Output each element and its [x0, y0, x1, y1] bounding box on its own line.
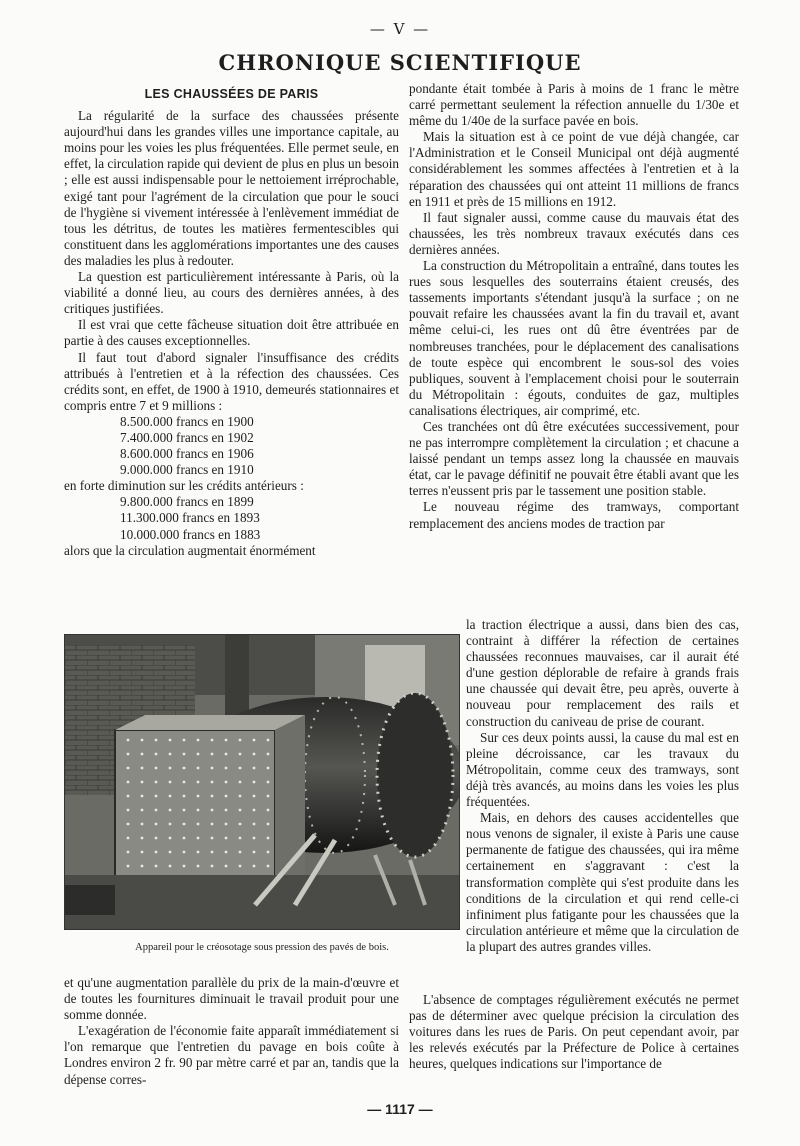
credit-list-earlier: [64, 494, 399, 542]
paragraph: Il faut tout d'abord signaler l'insuffisance des crédits attribués à l'entretien et à la réfection des chaussées. Ces crédits sont, en effet, de 1900 à 1910, demeurés stationnaires et compris entre 7 et 9 millions :: [64, 349, 399, 413]
paragraph: Mais, en dehors des causes accidentelles que nous venons de signaler, il existe à Paris une cause permanente de fatigue des chaussées, qui ira même certainement en s'aggravant : c'est la transformation complète qui s'est produite dans les conditions de la circulation et qui rend celle-ci infiniment plus fatigante pour les chaussées que la circulation antérieure et même que la circulation de la plupart des autres grandes villes.: [466, 810, 739, 954]
paragraph: La construction du Métropolitain a entraîné, dans toutes les rues sous lesquelles des souterrains étaient creusés, des tassements importants s'étendant jusqu'à la surface ; on ne pouvait refaire les chaussées avant la fin du travail et, avant même celui-ci, les rues ont dû être éventrées par de nombreuses tranchées, pour le déplacement des canalisations de toute espèce qui encombrent le sous-sol des voies publiques, souvent à l'emplacement choisi pour le souterrain du Métropolitain : égouts, conduites de gaz, multiples canalisations électriques, air comprimé, etc.: [409, 258, 739, 418]
paragraph: La question est particulièrement intéressante à Paris, où la viabilité a donné lieu, au cours des dernières années, à des critiques justifiées.: [64, 269, 399, 317]
right-column-narrow: [466, 617, 739, 955]
paragraph: Ces tranchées ont dû être exécutées successivement, pour ne pas interrompre complètement la circulation ; et chacune a laissé pendant un temps assez long la chaussée en mauvais état, car le pavage définitif ne pouvait être établi avant que les terres n'eussent pris par le tassement une position stable.: [409, 418, 739, 499]
paragraph: Mais la situation est à ce point de vue déjà changée, car l'Administration et le Conseil Municipal ont déjà augmenté considérablement les sommes affectées à l'entretien et à la réparation des chaussées qui ont atteint 11 millions de francs en 1911 et près de 15 millions en 1912.: [409, 129, 739, 209]
page-number: — 1117 —: [367, 1101, 433, 1117]
paragraph: alors que la circulation augmentait énormément: [64, 542, 316, 558]
paragraph: en forte diminution sur les crédits antérieurs :: [64, 478, 304, 494]
paragraph: la traction électrique a aussi, dans bien des cas, contraint à différer la réfection de certaines chaussées reconnues mauvaises, car il aurait été d'une gestion déplorable de refaire à grands frais une chaussée qui devait être, peu après, ouverte à nouveau pour remplacement des rails et construction du caniveau de prise de courant.: [466, 617, 739, 729]
creosoting-apparatus-photo: [64, 634, 460, 930]
paragraph: Le nouveau régime des tramways, comportant remplacement des anciens modes de traction par: [409, 499, 739, 531]
list-item: 9.000.000 francs en 1910: [120, 462, 254, 478]
list-item: 9.800.000 francs en 1899: [120, 494, 254, 510]
list-item: 11.300.000 francs en 1893: [120, 510, 260, 526]
list-item: 10.000.000 francs en 1883: [120, 526, 261, 542]
paragraph: Il est vrai que cette fâcheuse situation doit être attribuée en partie à des causes exceptionnelles.: [64, 317, 399, 349]
paragraph: La régularité de la surface des chaussées présente aujourd'hui dans les grandes villes une importance capitale, au moins pour les voies les plus fréquentées. Elle permet seule, en effet, la circulation rapide qui devient de plus en plus un besoin ; elle est aussi indispensable pour le nettoiement irréprochable, exigé tant pour l'agrément de la circulation que pour le souci de l'hygiène si vivement intéressée à l'enlèvement immédiat de tous les détritus, de toutes les matières fermentescibles qui constituent dans les agglomérations importantes une des causes des maladies les plus à redouter.: [64, 108, 399, 268]
list-item: 8.600.000 francs en 1906: [120, 446, 254, 462]
paragraph: Sur ces deux points aussi, la cause du mal est en pleine décroissance, car les travaux du Métropolitain, comme ceux des tramways, sont déjà très avancés, au moins dans les voies les plus fréquentées.: [466, 729, 739, 810]
paragraph: et qu'une augmentation parallèle du prix de la main-d'œuvre et de toutes les fournitures diminuait le travail produit pour une somme donnée.: [64, 975, 399, 1023]
paragraph: Il faut signaler aussi, comme cause du mauvais état des chaussées, les très nombreux travaux exécutés dans ces dernières années.: [409, 209, 739, 257]
paragraph: L'exagération de l'économie faite apparaît immédiatement si l'on remarque que l'entretien du pavage en bois coûte à Londres environ 2 fr. 90 par mètre carré et par an, tandis que la dépense corres-: [64, 1023, 399, 1087]
list-item: 8.500.000 francs en 1900: [120, 413, 254, 429]
photo-caption: Appareil pour le créosotage sous pression des pavés de bois.: [135, 942, 389, 953]
list-item: 7.400.000 francs en 1902: [120, 429, 254, 445]
paragraph: pondante était tombée à Paris à moins de 1 franc le mètre carré permettant seulement la réfection annuelle du 1/30e et même du 1/40e de la surface pavée en bois.: [409, 81, 739, 129]
left-column-bottom: [64, 975, 399, 1088]
paragraph: L'absence de comptages régulièrement exécutés ne permet pas de déterminer avec quelque précision la circulation des voitures dans les rues de Paris. On peut cependant avoir, par les relevés exécutés par la Préfecture de Police à certaines heures, quelques indications sur l'importance de: [409, 992, 739, 1072]
page-title: CHRONIQUE SCIENTIFIQUE: [218, 50, 582, 75]
credit-list-recent: [64, 414, 399, 478]
page-roman-numeral: — V —: [369, 20, 431, 38]
right-column-bottom: [409, 992, 739, 1072]
left-column: [64, 86, 399, 559]
right-column: [409, 81, 739, 532]
article-subheading: LES CHAUSSÉES DE PARIS: [144, 87, 319, 101]
